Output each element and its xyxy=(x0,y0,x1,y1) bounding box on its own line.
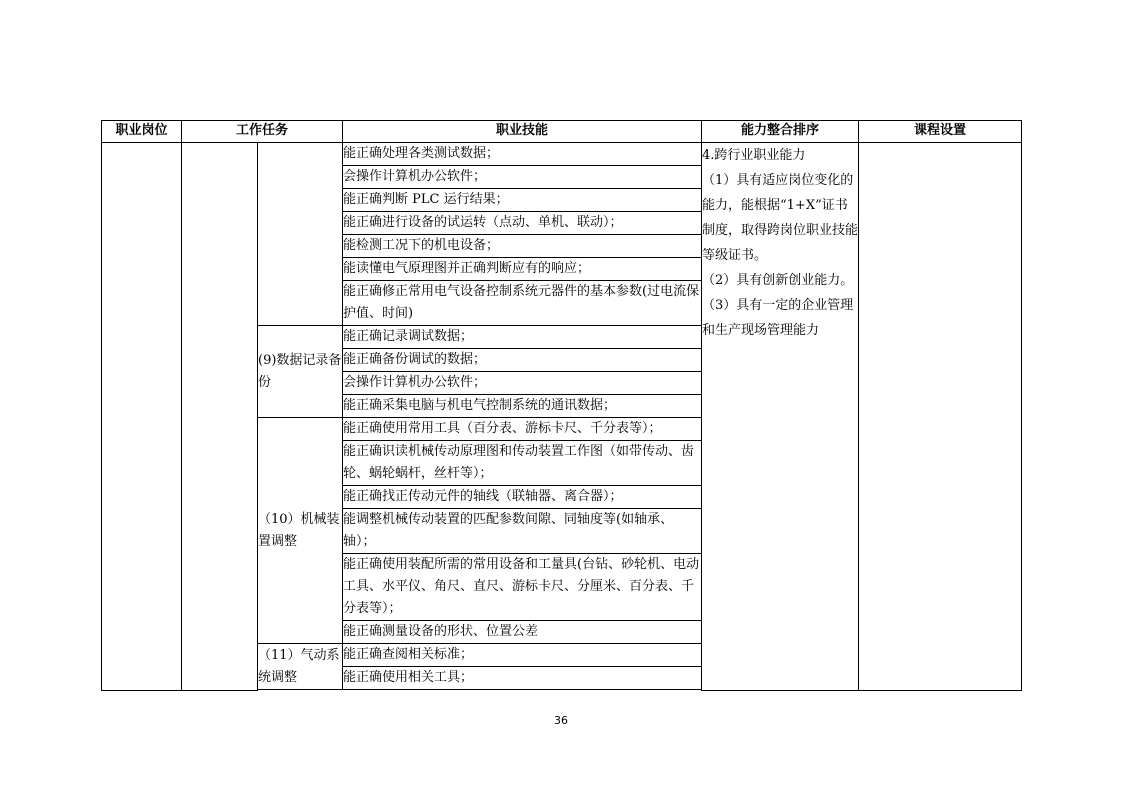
task-cell-prev xyxy=(258,143,343,326)
ability-item-2: （2）具有创新创业能力。 xyxy=(702,273,854,288)
skill-cell: 能正确备份调试的数据； xyxy=(343,349,702,372)
skill-cell: 能读懂电气原理图并正确判断应有的响应； xyxy=(343,258,702,281)
course-setting-cell xyxy=(859,143,1022,691)
header-vocational-skill: 职业技能 xyxy=(343,121,702,143)
skill-cell: 能正确测量设备的形状、位置公差 xyxy=(343,621,702,644)
skill-cell: 能检测工况下的机电设备； xyxy=(343,235,702,258)
skill-cell: 会操作计算机办公软件； xyxy=(343,166,702,189)
skill-cell: 能正确找正传动元件的轴线（联轴器、离合器）； xyxy=(343,486,702,509)
curriculum-table xyxy=(101,120,1022,691)
header-job-position: 职业岗位 xyxy=(102,121,182,143)
skill-cell: 能正确采集电脑与机电气控制系统的通讯数据； xyxy=(343,395,702,418)
skill-cell: 能正确判断 PLC 运行结果； xyxy=(343,189,702,212)
table-row xyxy=(102,143,1022,166)
header-course-setting: 课程设置 xyxy=(859,121,1022,143)
task-cell-mechanical-adjust: （10）机械装置调整 xyxy=(258,418,343,644)
ability-title: 4.跨行业职业能力 xyxy=(702,148,806,163)
skill-cell: 能正确使用装配所需的常用设备和工量具(台钻、砂轮机、电动工具、水平仪、角尺、直尺、游标卡尺、分厘米、百分表、千分表等）； xyxy=(343,554,702,621)
ability-item-3: （3）具有一定的企业管理和生产现场管理能力 xyxy=(702,298,854,338)
ability-item-1: （1）具有适应岗位变化的能力，能根据“1+X”证书制度，取得跨岗位职业技能等级证书。 xyxy=(702,173,859,263)
header-work-task: 工作任务 xyxy=(182,121,343,143)
skill-cell: 能调整机械传动装置的匹配参数间隙、同轴度等(如轴承、轴）； xyxy=(343,509,702,554)
job-position-cell xyxy=(102,143,182,691)
ability-cell xyxy=(702,143,859,691)
task-cell-data-backup: (9)数据记录备份 xyxy=(258,326,343,418)
skill-cell: 能正确查阅相关标准； xyxy=(343,644,702,667)
table-header-row xyxy=(102,121,1022,143)
skill-cell: 能正确识读机械传动原理图和传动装置工作图（如带传动、齿轮、蜗轮蜗杆，丝杆等）； xyxy=(343,441,702,486)
task-cell-pneumatic-adjust: （11）气动系统调整 xyxy=(258,644,343,690)
skill-cell: 能正确使用相关工具； xyxy=(343,667,702,690)
skill-cell: 能正确使用常用工具（百分表、游标卡尺、千分表等）； xyxy=(343,418,702,441)
page-number: 36 xyxy=(554,714,568,727)
skill-cell: 能正确进行设备的试运转（点动、单机、联动）； xyxy=(343,212,702,235)
skill-cell: 能正确记录调试数据； xyxy=(343,326,702,349)
skill-cell: 能正确修正常用电气设备控制系统元器件的基本参数(过电流保护值、时间) xyxy=(343,281,702,326)
header-ability-ranking: 能力整合排序 xyxy=(702,121,859,143)
skill-cell: 会操作计算机办公软件； xyxy=(343,372,702,395)
skill-cell: 能正确处理各类测试数据； xyxy=(343,143,702,166)
work-task-main-cell xyxy=(182,143,258,691)
